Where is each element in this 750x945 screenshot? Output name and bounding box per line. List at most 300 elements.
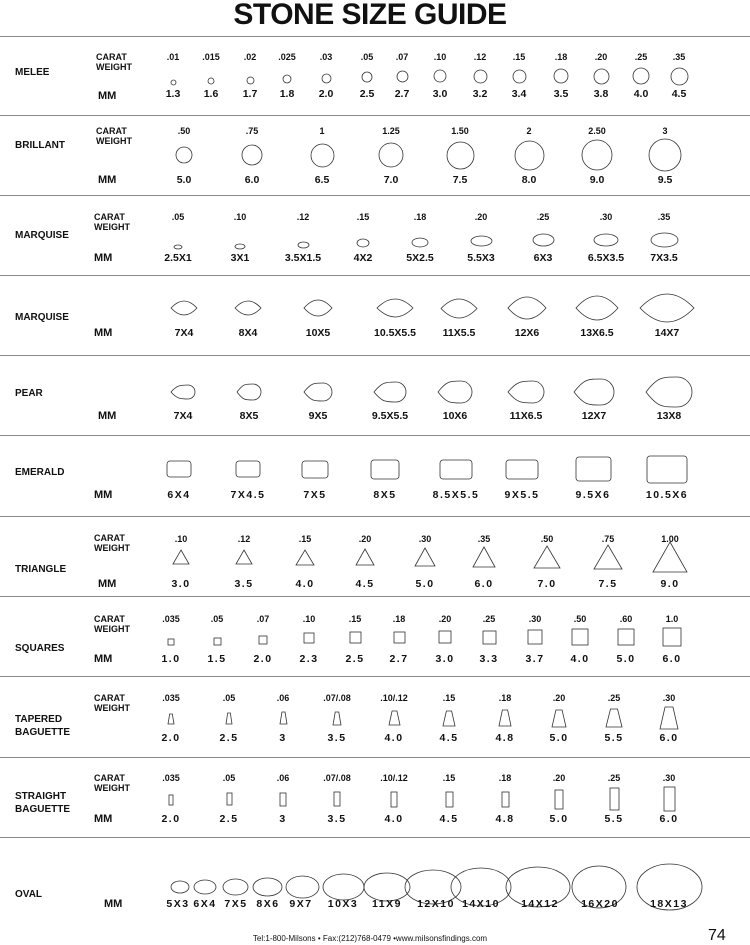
stone-pear-icon bbox=[437, 380, 473, 409]
mm-value: 2.5 bbox=[219, 732, 239, 744]
carat-value: .18 bbox=[554, 52, 568, 62]
mm-value: 4.0 bbox=[570, 653, 590, 665]
carat-value: .10 bbox=[433, 52, 447, 62]
stone-tapered-icon bbox=[498, 709, 512, 732]
carat-value: .10 bbox=[174, 534, 188, 544]
stone-pear-icon bbox=[236, 383, 262, 406]
carat-value: .25 bbox=[482, 614, 496, 624]
mm-value: 3.5 bbox=[327, 732, 347, 744]
mm-value: 9.0 bbox=[660, 578, 680, 590]
stone-rect-icon bbox=[301, 460, 329, 484]
mm-value: 7X5 bbox=[303, 489, 327, 501]
mm-value: 11X9 bbox=[372, 898, 402, 910]
carat-value: .30 bbox=[418, 534, 432, 544]
mm-label: MM bbox=[98, 90, 117, 102]
mm-label: MM bbox=[94, 489, 113, 501]
mm-label: MM bbox=[98, 578, 117, 590]
carat-value: .07/.08 bbox=[323, 693, 351, 703]
stone-triangle-icon bbox=[533, 545, 561, 574]
mm-value: 3 bbox=[279, 732, 287, 744]
section-label-marquise: MARQUISE bbox=[15, 230, 69, 241]
stone-pear-icon bbox=[373, 381, 407, 408]
stone-circle-icon bbox=[175, 146, 193, 169]
mm-value: 16X20 bbox=[581, 898, 619, 910]
carat-value: .20 bbox=[552, 773, 566, 783]
stone-straight-icon bbox=[554, 789, 564, 815]
section-label-marquise: MARQUISE bbox=[15, 312, 69, 323]
section-divider bbox=[0, 195, 750, 196]
stone-tapered-icon bbox=[659, 706, 679, 735]
carat-value: .07/.08 bbox=[323, 773, 351, 783]
stone-square-icon bbox=[527, 629, 543, 650]
stone-marquise-icon bbox=[575, 295, 619, 326]
stone-rect-icon bbox=[575, 456, 612, 487]
mm-value: 3.5X1.5 bbox=[284, 252, 322, 264]
carat-value: .20 bbox=[552, 693, 566, 703]
mm-value: 10X6 bbox=[442, 410, 468, 422]
section-label-triangle: TRIANGLE bbox=[15, 564, 67, 575]
stone-tapered-icon bbox=[551, 709, 567, 733]
mm-value: 2.0 bbox=[253, 653, 273, 665]
stone-square-icon bbox=[213, 633, 222, 651]
carat-value: .18 bbox=[413, 212, 427, 222]
mm-value: 8.5X5.5 bbox=[432, 489, 480, 501]
stone-triangle-icon bbox=[235, 549, 253, 570]
carat-value: .35 bbox=[657, 212, 671, 222]
mm-value: 4.5 bbox=[439, 732, 459, 744]
stone-tapered-icon bbox=[332, 711, 342, 731]
stone-straight-icon bbox=[333, 791, 341, 812]
mm-label: MM bbox=[98, 174, 117, 186]
stone-oval-icon bbox=[170, 880, 190, 899]
carat-value: 1 bbox=[319, 126, 325, 136]
mm-value: 1.8 bbox=[279, 88, 295, 100]
mm-value: 4.5 bbox=[355, 578, 375, 590]
stone-square-icon bbox=[303, 631, 315, 649]
carat-value: .25 bbox=[607, 693, 621, 703]
carat-value: .05 bbox=[360, 52, 374, 62]
mm-label: MM bbox=[94, 252, 113, 264]
carat-value: .60 bbox=[619, 614, 633, 624]
section-divider bbox=[0, 516, 750, 517]
stone-tapered-icon bbox=[605, 708, 623, 733]
section-divider bbox=[0, 676, 750, 677]
mm-value: 3.0 bbox=[435, 653, 455, 665]
mm-value: 8X4 bbox=[238, 327, 258, 339]
carat-value: .25 bbox=[634, 52, 648, 62]
mm-value: 9X5 bbox=[308, 410, 328, 422]
stone-square-icon bbox=[571, 628, 589, 651]
stone-triangle-icon bbox=[593, 544, 623, 575]
carat-weight-label: CARAT WEIGHT bbox=[94, 693, 130, 713]
mm-value: 6.0 bbox=[474, 578, 494, 590]
carat-value: .25 bbox=[536, 212, 550, 222]
mm-value: 7X4 bbox=[173, 410, 193, 422]
stone-circle-icon bbox=[648, 138, 682, 177]
mm-value: 5.0 bbox=[616, 653, 636, 665]
mm-value: 2.3 bbox=[299, 653, 319, 665]
stone-circle-icon bbox=[581, 139, 613, 176]
mm-value: 12X6 bbox=[514, 327, 540, 339]
carat-value: .07 bbox=[395, 52, 409, 62]
stone-rect-icon bbox=[235, 460, 261, 483]
carat-value: .01 bbox=[166, 52, 180, 62]
mm-value: 6X3 bbox=[533, 252, 553, 264]
carat-value: .035 bbox=[162, 614, 180, 624]
stone-circle-icon bbox=[433, 69, 447, 88]
mm-value: 5.5 bbox=[604, 732, 624, 744]
carat-weight-label: CARAT WEIGHT bbox=[94, 773, 130, 793]
stone-rect-icon bbox=[439, 459, 473, 485]
page-title: STONE SIZE GUIDE bbox=[233, 0, 507, 31]
stone-rect-icon bbox=[370, 459, 400, 485]
mm-value: 2.5 bbox=[359, 88, 375, 100]
stone-straight-icon bbox=[226, 792, 233, 811]
stone-circle-icon bbox=[514, 140, 545, 176]
mm-value: 1.7 bbox=[242, 88, 258, 100]
carat-value: 2.50 bbox=[588, 126, 606, 136]
mm-value: 6.5 bbox=[314, 174, 330, 186]
carat-value: .75 bbox=[601, 534, 615, 544]
section-divider bbox=[0, 596, 750, 597]
stone-pear-icon bbox=[645, 376, 693, 413]
carat-value: .035 bbox=[162, 773, 180, 783]
mm-value: 9.5X6 bbox=[575, 489, 611, 501]
section-label-tapered-baguette: TAPERED BAGUETTE bbox=[15, 714, 70, 738]
mm-value: 7X4 bbox=[174, 327, 194, 339]
stone-ellipse-icon bbox=[356, 235, 370, 253]
carat-value: .30 bbox=[528, 614, 542, 624]
carat-value: .50 bbox=[540, 534, 554, 544]
stone-ellipse-icon bbox=[532, 233, 555, 252]
carat-weight-label: CARAT WEIGHT bbox=[96, 52, 132, 72]
section-label-squares: SQUARES bbox=[15, 643, 65, 654]
mm-value: 8X5 bbox=[239, 410, 259, 422]
carat-value: .30 bbox=[599, 212, 613, 222]
carat-value: .10 bbox=[302, 614, 316, 624]
stone-pear-icon bbox=[303, 382, 333, 407]
mm-value: 8X6 bbox=[256, 898, 280, 910]
section-divider bbox=[0, 837, 750, 838]
stone-pear-icon bbox=[573, 378, 615, 411]
stone-triangle-icon bbox=[472, 546, 496, 573]
stone-tapered-icon bbox=[388, 710, 401, 731]
stone-straight-icon bbox=[390, 791, 398, 813]
stone-straight-icon bbox=[168, 793, 174, 811]
stone-circle-icon bbox=[310, 143, 335, 173]
carat-value: 1.0 bbox=[665, 614, 679, 624]
mm-value: 10X3 bbox=[327, 898, 359, 910]
section-divider bbox=[0, 757, 750, 758]
stone-triangle-icon bbox=[414, 547, 436, 572]
stone-oval-icon bbox=[193, 879, 217, 900]
mm-value: 4.0 bbox=[384, 732, 404, 744]
carat-value: 2 bbox=[526, 126, 532, 136]
mm-value: 4.8 bbox=[495, 813, 515, 825]
stone-square-icon bbox=[349, 631, 362, 649]
mm-label: MM bbox=[94, 653, 113, 665]
stone-straight-icon bbox=[501, 791, 510, 813]
stone-tapered-icon bbox=[279, 711, 288, 730]
carat-value: .15 bbox=[348, 614, 362, 624]
stone-pear-icon bbox=[507, 380, 545, 409]
stone-tapered-icon bbox=[442, 710, 456, 732]
carat-value: .03 bbox=[319, 52, 333, 62]
stone-circle-icon bbox=[321, 71, 332, 89]
mm-value: 9.0 bbox=[589, 174, 605, 186]
mm-value: 2.7 bbox=[389, 653, 409, 665]
mm-value: 6X4 bbox=[167, 489, 191, 501]
carat-value: .15 bbox=[442, 693, 456, 703]
mm-value: 6.0 bbox=[662, 653, 682, 665]
stone-circle-icon bbox=[632, 67, 650, 90]
stone-rect-icon bbox=[646, 455, 688, 489]
mm-value: 7.0 bbox=[383, 174, 399, 186]
mm-value: 2.0 bbox=[318, 88, 334, 100]
mm-value: 5.0 bbox=[415, 578, 435, 590]
footer-contact: Tel:1-800-Milsons • Fax:(212)768-0479 •www.milsonsfindings.com bbox=[252, 934, 488, 943]
stone-marquise-icon bbox=[303, 299, 333, 322]
stone-triangle-icon bbox=[355, 548, 375, 571]
mm-value: 7.5 bbox=[598, 578, 618, 590]
mm-value: 3.0 bbox=[432, 88, 448, 100]
carat-value: 1.00 bbox=[661, 534, 679, 544]
mm-value: 2.5 bbox=[345, 653, 365, 665]
stone-triangle-icon bbox=[652, 541, 688, 578]
mm-value: 3.4 bbox=[511, 88, 527, 100]
carat-value: .20 bbox=[594, 52, 608, 62]
carat-value: .015 bbox=[202, 52, 220, 62]
stone-circle-icon bbox=[361, 70, 373, 88]
carat-value: .30 bbox=[662, 693, 676, 703]
section-label-pear: PEAR bbox=[15, 388, 43, 399]
carat-value: .02 bbox=[243, 52, 257, 62]
carat-value: .15 bbox=[442, 773, 456, 783]
carat-weight-label: CARAT WEIGHT bbox=[94, 614, 130, 634]
stone-straight-icon bbox=[445, 791, 454, 813]
mm-value: 7X4.5 bbox=[230, 489, 266, 501]
carat-value: .30 bbox=[662, 773, 676, 783]
mm-value: 7X3.5 bbox=[650, 252, 678, 264]
mm-value: 3.5 bbox=[327, 813, 347, 825]
carat-value: 1.25 bbox=[382, 126, 400, 136]
carat-value: .07 bbox=[256, 614, 270, 624]
stone-straight-icon bbox=[609, 787, 620, 816]
section-divider bbox=[0, 355, 750, 356]
mm-value: 4.0 bbox=[384, 813, 404, 825]
mm-value: 12X10 bbox=[417, 898, 455, 910]
mm-value: 4.8 bbox=[495, 732, 515, 744]
mm-value: 6X4 bbox=[193, 898, 217, 910]
carat-value: .35 bbox=[477, 534, 491, 544]
mm-value: 2.5 bbox=[219, 813, 239, 825]
stone-tapered-icon bbox=[167, 712, 175, 730]
mm-value: 11X5.5 bbox=[442, 327, 476, 339]
stone-marquise-icon bbox=[376, 298, 414, 323]
carat-value: .75 bbox=[245, 126, 259, 136]
stone-circle-icon bbox=[473, 69, 488, 89]
mm-value: 6.0 bbox=[659, 732, 679, 744]
carat-value: .12 bbox=[473, 52, 487, 62]
mm-value: 9.5 bbox=[657, 174, 673, 186]
mm-value: 6.0 bbox=[244, 174, 260, 186]
mm-value: 9X5.5 bbox=[504, 489, 540, 501]
carat-value: .18 bbox=[498, 693, 512, 703]
mm-value: 10.5X5.5 bbox=[373, 327, 417, 339]
stone-square-icon bbox=[167, 633, 175, 651]
carat-value: .025 bbox=[278, 52, 296, 62]
section-label-straight-baguette: STRAIGHT BAGUETTE bbox=[15, 791, 70, 815]
mm-value: 9.5X5.5 bbox=[371, 410, 409, 422]
stone-marquise-icon bbox=[170, 300, 198, 321]
mm-label: MM bbox=[94, 327, 113, 339]
carat-value: .18 bbox=[498, 773, 512, 783]
carat-value: .35 bbox=[672, 52, 686, 62]
page-number: 74 bbox=[708, 927, 726, 944]
carat-value: 3 bbox=[662, 126, 668, 136]
stone-marquise-icon bbox=[234, 300, 262, 321]
mm-value: 2.5X1 bbox=[164, 252, 192, 264]
section-divider bbox=[0, 275, 750, 276]
stone-circle-icon bbox=[241, 144, 263, 171]
stone-circle-icon bbox=[593, 68, 610, 90]
stone-ellipse-icon bbox=[411, 235, 429, 253]
mm-value: 4X2 bbox=[353, 252, 373, 264]
stone-square-icon bbox=[662, 627, 682, 652]
section-label-oval: OVAL bbox=[15, 889, 43, 900]
mm-value: 3.2 bbox=[472, 88, 488, 100]
mm-value: 3X1 bbox=[230, 252, 250, 264]
stone-circle-icon bbox=[446, 141, 475, 175]
mm-value: 3.3 bbox=[479, 653, 499, 665]
section-label-emerald: EMERALD bbox=[15, 467, 65, 478]
mm-value: 7.5 bbox=[452, 174, 468, 186]
stone-square-icon bbox=[617, 628, 635, 651]
section-label-melee: MELEE bbox=[15, 67, 50, 78]
mm-value: 1.6 bbox=[203, 88, 219, 100]
mm-value: 1.0 bbox=[161, 653, 181, 665]
carat-value: .05 bbox=[222, 693, 236, 703]
carat-value: .20 bbox=[474, 212, 488, 222]
mm-value: 3.8 bbox=[593, 88, 609, 100]
mm-value: 1.5 bbox=[207, 653, 227, 665]
carat-value: .15 bbox=[298, 534, 312, 544]
mm-value: 9X7 bbox=[289, 898, 313, 910]
section-label-brillant: BRILLANT bbox=[15, 140, 65, 151]
mm-value: 14X10 bbox=[462, 898, 500, 910]
mm-value: 10.5X6 bbox=[645, 489, 689, 501]
mm-value: 14X12 bbox=[521, 898, 559, 910]
carat-value: .25 bbox=[607, 773, 621, 783]
carat-value: .05 bbox=[171, 212, 185, 222]
stone-circle-icon bbox=[396, 70, 409, 88]
stone-rect-icon bbox=[505, 459, 539, 485]
mm-value: 13X8 bbox=[656, 410, 682, 422]
mm-value: 6.0 bbox=[659, 813, 679, 825]
mm-value: 7.0 bbox=[537, 578, 557, 590]
carat-value: .10/.12 bbox=[380, 693, 408, 703]
mm-value: 14X7 bbox=[654, 327, 680, 339]
mm-value: 11X6.5 bbox=[509, 410, 543, 422]
carat-value: .05 bbox=[210, 614, 224, 624]
stone-square-icon bbox=[393, 631, 406, 649]
stone-ellipse-icon bbox=[593, 233, 619, 252]
mm-value: 4.5 bbox=[671, 88, 687, 100]
carat-value: .06 bbox=[276, 693, 290, 703]
mm-value: 5.0 bbox=[176, 174, 192, 186]
mm-value: 5.5X3 bbox=[467, 252, 495, 264]
stone-square-icon bbox=[438, 630, 452, 649]
carat-value: .50 bbox=[573, 614, 587, 624]
carat-value: .06 bbox=[276, 773, 290, 783]
carat-value: .15 bbox=[356, 212, 370, 222]
carat-value: .12 bbox=[237, 534, 251, 544]
carat-value: .18 bbox=[392, 614, 406, 624]
stone-marquise-icon bbox=[507, 296, 547, 325]
mm-value: 5.0 bbox=[549, 732, 569, 744]
section-divider bbox=[0, 36, 750, 37]
mm-value: 18X13 bbox=[650, 898, 688, 910]
mm-value: 10X5 bbox=[305, 327, 331, 339]
mm-value: 3 bbox=[279, 813, 287, 825]
mm-value: 5X3 bbox=[166, 898, 190, 910]
mm-value: 4.0 bbox=[633, 88, 649, 100]
mm-value: 3.5 bbox=[553, 88, 569, 100]
mm-value: 2.0 bbox=[161, 813, 181, 825]
carat-weight-label: CARAT WEIGHT bbox=[96, 126, 132, 146]
mm-label: MM bbox=[98, 410, 117, 422]
mm-label: MM bbox=[104, 898, 123, 910]
carat-value: .05 bbox=[222, 773, 236, 783]
mm-value: 3.7 bbox=[525, 653, 545, 665]
mm-value: 5.0 bbox=[549, 813, 569, 825]
section-divider bbox=[0, 115, 750, 116]
mm-label: MM bbox=[94, 813, 113, 825]
mm-value: 7X5 bbox=[224, 898, 248, 910]
stone-circle-icon bbox=[553, 68, 569, 89]
stone-marquise-icon bbox=[440, 298, 478, 324]
carat-weight-label: CARAT WEIGHT bbox=[94, 533, 130, 553]
mm-value: 6.5X3.5 bbox=[587, 252, 625, 264]
stone-square-icon bbox=[258, 632, 268, 650]
stone-triangle-icon bbox=[172, 549, 190, 570]
mm-value: 12X7 bbox=[581, 410, 607, 422]
carat-weight-label: CARAT WEIGHT bbox=[94, 212, 130, 232]
stone-ellipse-icon bbox=[650, 232, 679, 253]
carat-value: .035 bbox=[162, 693, 180, 703]
stone-pear-icon bbox=[170, 384, 196, 405]
carat-value: .20 bbox=[438, 614, 452, 624]
mm-value: 1.3 bbox=[165, 88, 181, 100]
mm-value: 5X2.5 bbox=[406, 252, 434, 264]
carat-value: .20 bbox=[358, 534, 372, 544]
carat-value: .50 bbox=[177, 126, 191, 136]
carat-value: 1.50 bbox=[451, 126, 469, 136]
mm-value: 13X6.5 bbox=[580, 327, 614, 339]
mm-value: 3.5 bbox=[234, 578, 254, 590]
mm-value: 3.0 bbox=[171, 578, 191, 590]
stone-circle-icon bbox=[282, 71, 292, 89]
mm-value: 4.0 bbox=[295, 578, 315, 590]
stone-circle-icon bbox=[378, 142, 404, 173]
carat-value: .15 bbox=[512, 52, 526, 62]
stone-ellipse-icon bbox=[470, 234, 493, 252]
mm-value: 8.0 bbox=[521, 174, 537, 186]
stone-tapered-icon bbox=[225, 712, 233, 730]
stone-triangle-icon bbox=[295, 549, 315, 571]
stone-rect-icon bbox=[166, 460, 192, 483]
stone-circle-icon bbox=[512, 69, 527, 89]
